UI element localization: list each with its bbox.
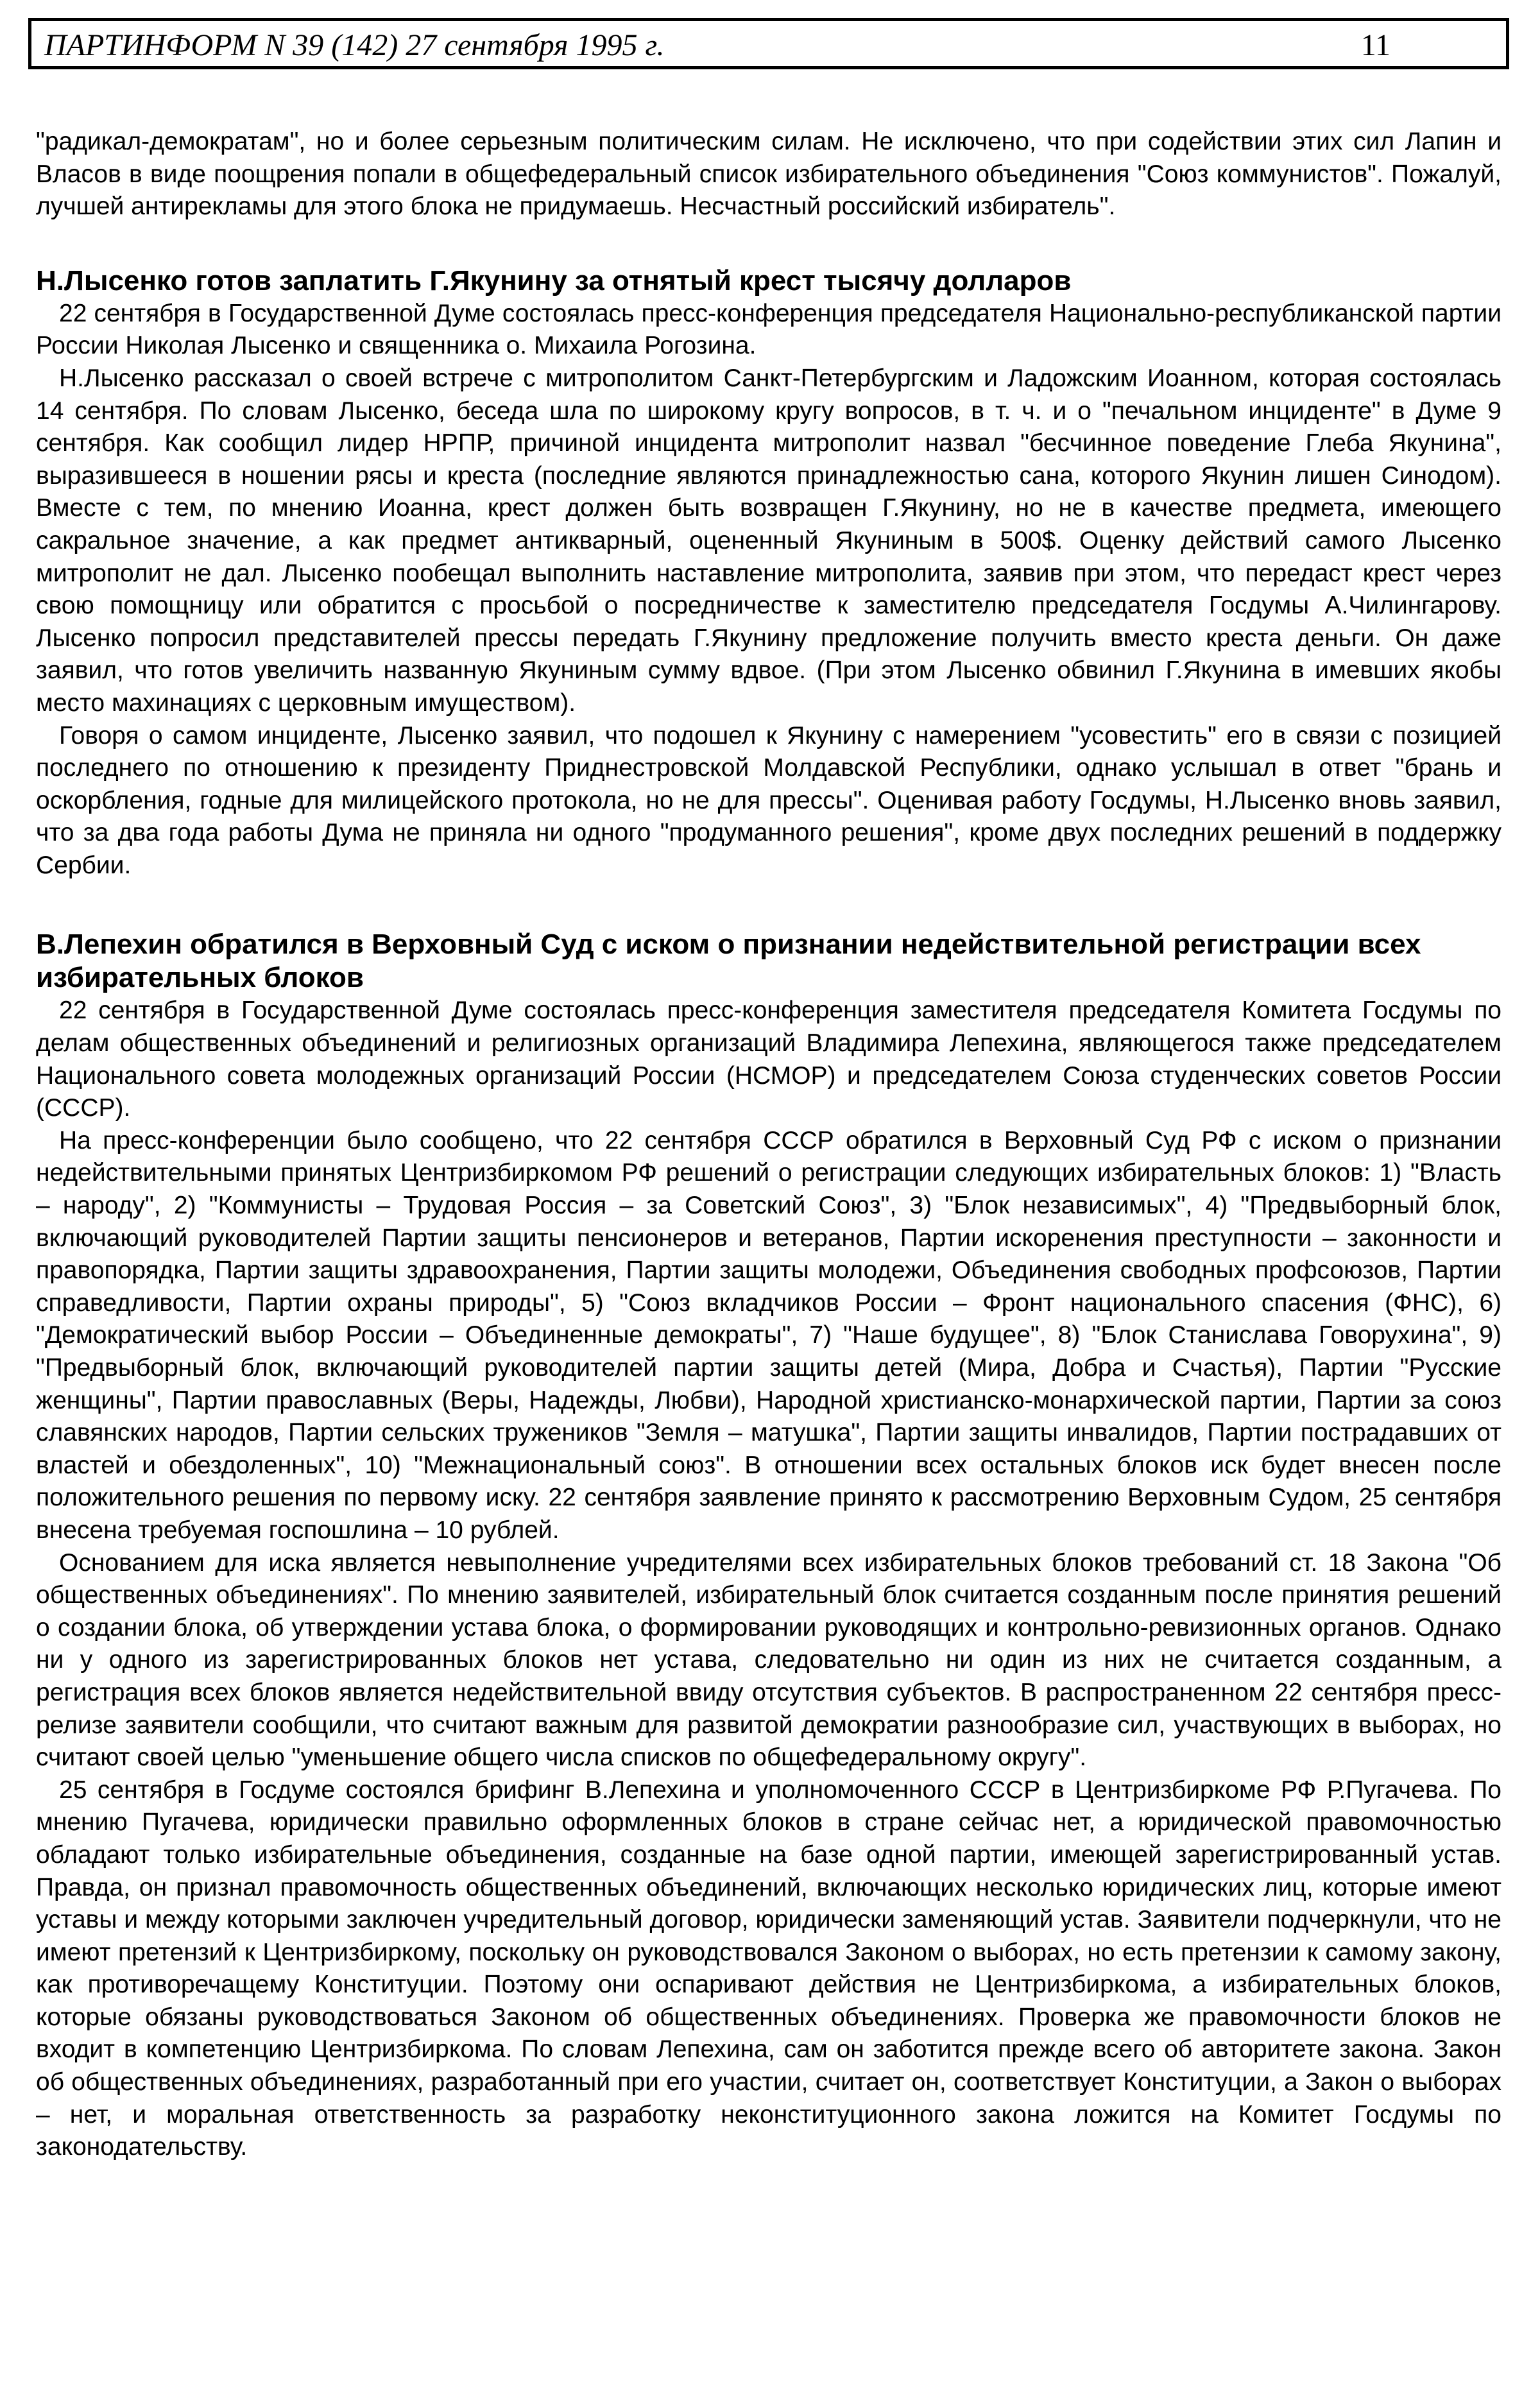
publication-title: ПАРТИНФОРМ N 39 (142) 27 сентября 1995 г.	[44, 28, 665, 62]
intro-paragraph: "радикал-демократам", но и более серьезным политическим силам. Не исключено, что при содействии этих сил Лапин и Власов в виде поощрения попали в общефедеральный список избирательного объединения "Союз коммунистов". Пожалуй, лучшей антирекламы для этого блока не придумаешь. Несчастный российский избиратель".	[36, 128, 1502, 221]
article-2-paragraph: 25 сентября в Госдуме состоялся брифинг В.Лепехина и уполномоченного СССР в Центризбиркоме РФ Р.Пугачева. По мнению Пугачева, юридически правильно оформленных блоков в стране сейчас нет, а юридической правомочностью обладают только избирательные объединения, созданные на базе одной партии, имеющей зарегистрированный устав. Правда, он признал правомочность общественных объединений, включающих несколько юридических лиц, которые имеют уставы и между которыми заключен учредительный договор, юридически заменяющий устав. Заявители подчеркнули, что не имеют претензий к Центризбиркому, поскольку он руководствовался Законом о выборах, но есть претензии к самому закону, как противоречащему Конституции. Поэтому они оспаривают действия не Центризбиркома, а избирательных блоков, которые обязаны руководствоваться Законом об общественных объединениях. Проверка же правомочности блоков не входит в компетенцию Центризбиркома. По словам Лепехина, сам он заботится прежде всего об авторитете закона. Закон об общественных объединениях, разработанный при его участии, считает он, соответствует Конституции, а Закон о выборах – нет, и моральная ответственность за разработку неконституционного закона ложится на Комитет Госдумы по законодательству.	[36, 1776, 1502, 2161]
article-2-title: В.Лепехин обратился в Верховный Суд с иском о признании недействительной регистрации всех избирательных блоков	[36, 929, 1421, 994]
article-1-paragraph: Говоря о самом инциденте, Лысенко заявил, что подошел к Якунину с намерением "усовестить" его в связи с позицией последнего по отношению к президенту Приднестровской Молдавской Республики, однако услышал в ответ "брань и оскорбления, годные для милицейского протокола, но не для прессы". Оценивая работу Госдумы, Н.Лысенко вновь заявил, что за два года работы Дума не приняла ни одного "продуманного решения", кроме двух последних решений в поддержку Сербии.	[36, 721, 1502, 879]
page-header	[28, 18, 1509, 69]
article-2-paragraph: Основанием для иска является невыполнение учредителями всех избирательных блоков требований ст. 18 Закона "Об общественных объединениях". По мнению заявителей, избирательный блок считается созданным после принятия решений о создании блока, об утверждении устава блока, о формировании руководящих и контрольно-ревизионных органов. Однако ни у одного из зарегистрированных блоков нет устава, следовательно ни один из них не считается созданным, а регистрация всех блоков является недействительной ввиду отсутствия субъектов. В распространенном 22 сентября пресс-релизе заявители сообщили, что считают важным для развитой демократии разнообразие сил, участвующих в выборах, но считают своей целью "уменьшение общего числа списков по общефедеральному округу".	[36, 1548, 1502, 1772]
page-number: 11	[1360, 28, 1390, 62]
section-gap	[36, 882, 1502, 928]
article-1-paragraph: 22 сентября в Государственной Думе состоялась пресс-конференция председателя Национально-республиканской партии России Николая Лысенко и священника о. Михаила Рогозина.	[36, 299, 1502, 360]
article-1-paragraph: Н.Лысенко рассказал о своей встрече с митрополитом Санкт-Петербургским и Ладожским Иоанном, которая состоялась 14 сентября. По словам Лысенко, беседа шла по широкому кругу вопросов, в т. ч. и о "печальном инциденте" в Думе 9 сентября. Как сообщил лидер НРПР, причиной инцидента митрополит назвал "бесчинное поведение Глеба Якунина", выразившееся в ношении рясы и креста (последние являются принадлежностью сана, которого Якунин лишен Синодом). Вместе с тем, по мнению Иоанна, крест должен быть возвращен Г.Якунину, но не в качестве предмета, имеющего сакральное значение, а как предмет антикварный, оцененный Якуниным в 500$. Оценку действий самого Лысенко митрополит не дал. Лысенко пообещал выполнить наставление митрополита, заявив при этом, что передаст крест через свою помощницу или обратится с просьбой о посредничестве к заместителю председателя Госдумы А.Чилингарову. Лысенко попросил представителей прессы передать Г.Якунину предложение получить вместо креста деньги. Он даже заявил, что готов увеличить названную Якуниным сумму вдвое. (При этом Лысенко обвинил Г.Якунина в имевших якобы место махинациях с церковным имуществом).	[36, 364, 1502, 717]
section-gap	[36, 223, 1502, 264]
article-2-paragraph: На пресс-конференции было сообщено, что 22 сентября СССР обратился в Верховный Суд РФ с иском о признании недействительными принятых Центризбиркомом РФ решений о регистрации следующих избирательных блоков: 1) "Власть – народу", 2) "Коммунисты – Трудовая Россия – за Советский Союз", 3) "Блок независимых", 4) "Предвыборный блок, включающий руководителей Партии защиты пенсионеров и ветеранов, Партии искоренения преступности – законности и правопорядка, Партии защиты здравоохранения, Партии защиты молодежи, Объединения свободных профсоюзов, Партии справедливости, Партии охраны природы", 5) "Союз вкладчиков России – Фронт национального спасения (ФНС), 6) "Демократический выбор России – Объединенные демократы", 7) "Наше будущее", 8) "Блок Станислава Говорухина", 9) "Предвыборный блок, включающий руководителей партии защиты детей (Мира, Добра и Счастья), Партии "Русские женщины", Партии православных (Веры, Надежды, Любви), Народной христианско-монархической партии, Партии за союз славянских народов, Партии сельских тружеников "Земля – матушка", Партии защиты инвалидов, Партии пострадавших от властей и обездоленных", 10) "Межнациональный союз". В отношении всех остальных блоков иск будет внесен после положительного решения по первому иску. 22 сентября заявление принято к рассмотрению Верховным Судом, 25 сентября внесена требуемая госпошлина – 10 рублей.	[36, 1126, 1502, 1544]
page-content	[36, 126, 1502, 2164]
article-1-title: Н.Лысенко готов заплатить Г.Якунину за отнятый крест тысячу долларов	[36, 264, 1072, 296]
article-2-paragraph: 22 сентября в Государственной Думе состоялась пресс-конференция заместителя председателя Комитета Госдумы по делам общественных объединений и религиозных организаций Владимира Лепехина, являющегося также председателем Национального совета молодежных организаций России (НСМОР) и председателем Союза студенческих советов России (СССР).	[36, 997, 1502, 1122]
